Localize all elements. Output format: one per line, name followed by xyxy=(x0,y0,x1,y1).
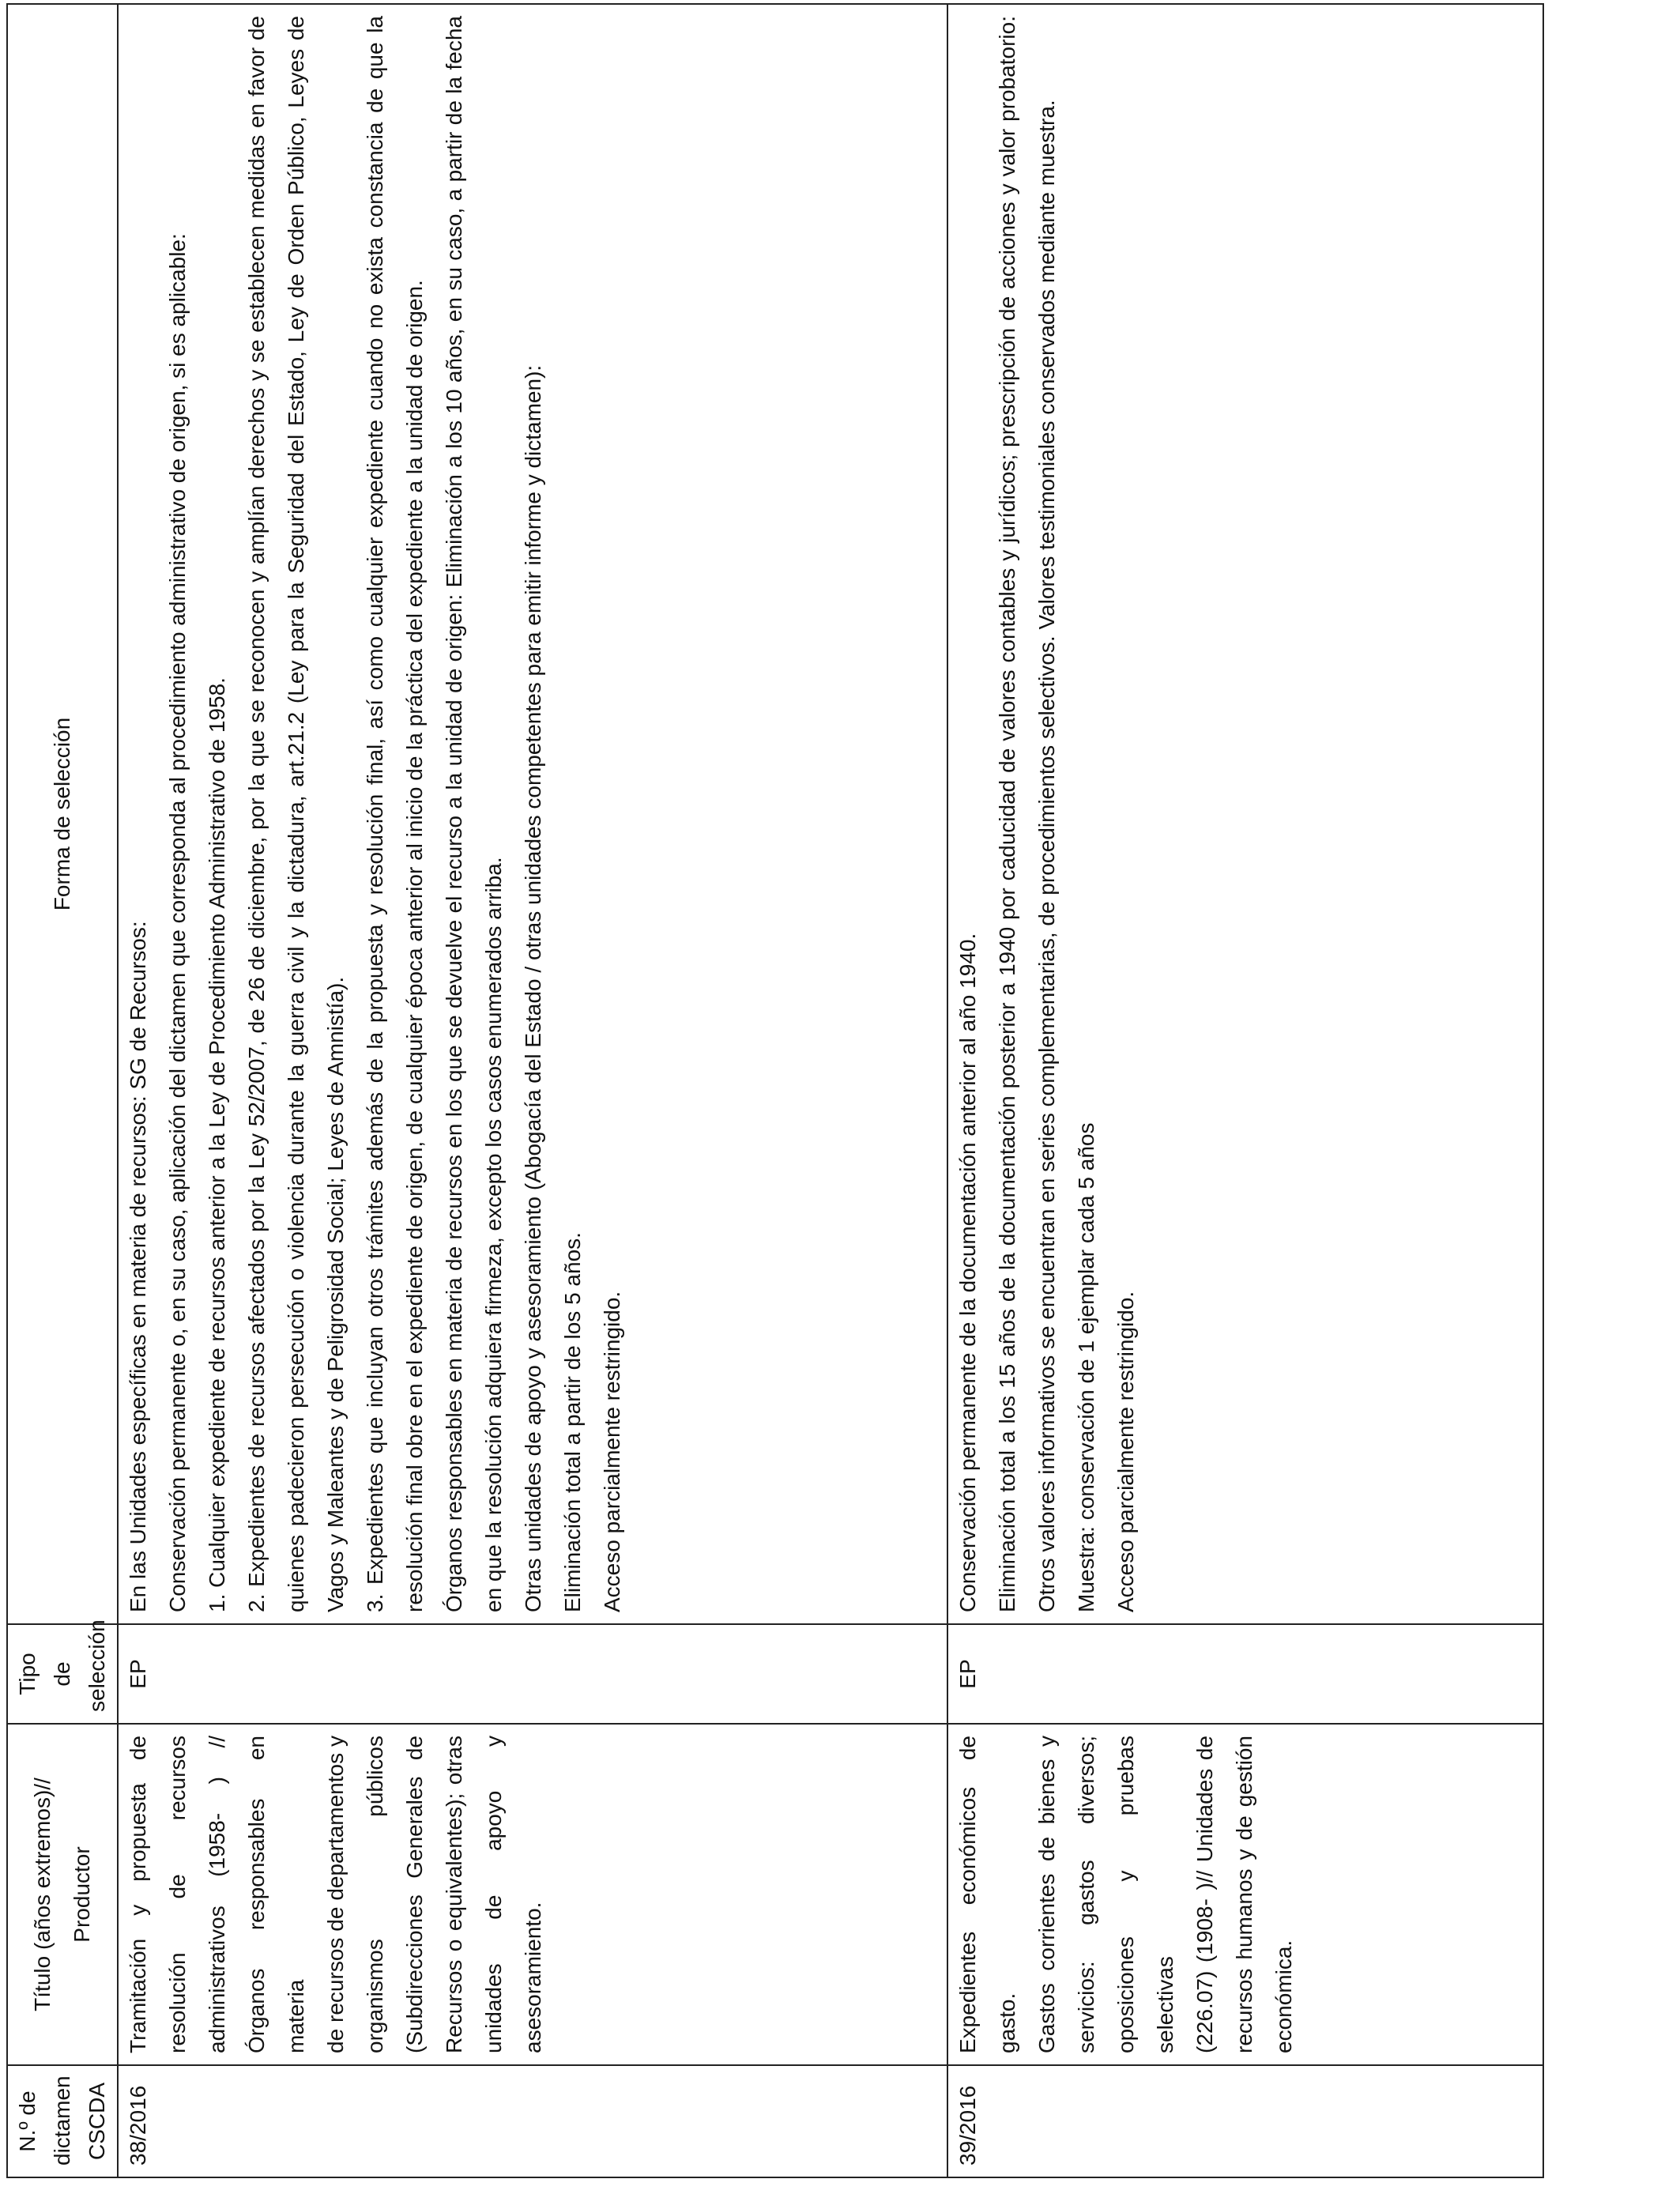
forma-paragraph: Conservación permanente de la documentación anterior al año 1940. xyxy=(955,933,980,1612)
titulo-line: Tramitación y propuesta de xyxy=(126,1736,150,2053)
titulo-line: de recursos de departamentos y xyxy=(323,1736,348,2053)
header-titulo: Título (años extremos)// Productor xyxy=(7,1724,118,2065)
table-row xyxy=(118,4,947,2177)
titulo-line: (Subdirecciones Generales de xyxy=(402,1736,427,2053)
forma-paragraph: Órganos responsables en materia de recursos en los que se devuelve el recurso a la unidad de origen: Eliminación a los 10 años, en su caso, a partir de la fecha en que la resolución adquiera firmeza, excepto los casos enumerados arriba. xyxy=(442,16,506,1612)
titulo-line: Gastos corrientes de bienes y xyxy=(1034,1736,1059,2053)
titulo-line: Expedientes económicos de gasto. xyxy=(955,1736,1019,2053)
row-forma xyxy=(118,4,947,1624)
titulo-line: oposiciones y pruebas selectivas xyxy=(1113,1736,1177,2053)
titulo-line: económica. xyxy=(1271,1940,1296,2053)
titulo-line: unidades de apoyo y xyxy=(481,1736,506,2053)
forma-paragraph: Acceso parcialmente restringido. xyxy=(1113,1291,1138,1612)
header-forma: Forma de selección xyxy=(7,4,118,1624)
row-num: 39/2016 xyxy=(947,2065,1543,2177)
forma-paragraph: 1. Cualquier expediente de recursos anterior a la Ley de Procedimiento Administrativo de 1958. xyxy=(205,677,229,1612)
forma-paragraph: Acceso parcialmente restringido. xyxy=(600,1291,624,1612)
titulo-line: Recursos o equivalentes); otras xyxy=(442,1736,466,2053)
row-tipo: EP xyxy=(947,1624,1543,1724)
forma-paragraph: 3. Expedientes que incluyan otros trámites además de la propuesta y resolución final, así como cualquier expediente cuando no exista constancia de que la resolución final obre en el expediente de origen, de cualquier época anterior al inicio de la práctica del expediente a la unidad de origen. xyxy=(363,16,427,1612)
forma-paragraph: Eliminación total a los 15 años de la documentación posterior a 1940 por caducidad de valores contables y jurídicos; prescripción de acciones y valor probatorio: Otros valores informativos se encuentran en series complementarias, de procedimientos selectivos. Valores testimoniales conservados mediante muestra. xyxy=(995,16,1059,1612)
header-num xyxy=(7,2065,118,2177)
row-titulo xyxy=(947,1724,1543,2065)
row-num: 38/2016 xyxy=(118,2065,947,2177)
header-num-line: N.º de xyxy=(15,2090,40,2152)
titulo-line: resolución de recursos xyxy=(165,1736,190,2053)
forma-paragraph: Muestra: conservación de 1 ejemplar cada 5 años xyxy=(1074,1122,1098,1612)
titulo-line: asesoramiento. xyxy=(521,1902,545,2053)
titulo-line: Órganos responsables en materia xyxy=(244,1736,308,2053)
table-row xyxy=(947,4,1543,2177)
header-tipo-line: Tipo xyxy=(15,1653,40,1695)
titulo-line: servicios: gastos diversos; xyxy=(1074,1736,1098,2053)
dictamen-table xyxy=(6,3,1544,2178)
row-titulo xyxy=(118,1724,947,2065)
table-header-row xyxy=(7,4,118,2177)
titulo-line: (226.07) (1908- )// Unidades de xyxy=(1192,1736,1217,2053)
titulo-line: recursos humanos y de gestión xyxy=(1232,1736,1256,2053)
forma-paragraph: En las Unidades específicas en materia de recursos: SG de Recursos: xyxy=(126,921,150,1612)
forma-paragraph: 2. Expedientes de recursos afectados por la Ley 52/2007, de 26 de diciembre, por la que se reconocen y amplían derechos y se establecen medidas en favor de quienes padecieron persecución o violencia durante la guerra civil y la dictadura, art.21.2 (Ley para la Seguridad del Estado, Ley de Orden Público, Leyes de Vagos y Maleantes y de Peligrosidad Social; Leyes de Amnistía). xyxy=(244,16,348,1612)
header-tipo-line: de xyxy=(50,1661,74,1687)
titulo-line: organismos públicos xyxy=(363,1736,387,2053)
header-num-line: dictamen xyxy=(50,2075,74,2166)
header-tipo-line: selección xyxy=(85,1619,109,1712)
header-tipo xyxy=(7,1619,118,1724)
header-num-line: CSCDA xyxy=(85,2083,109,2161)
row-forma xyxy=(947,4,1543,1624)
forma-paragraph: Otras unidades de apoyo y asesoramiento (Abogacía del Estado / otras unidades competentes para emitir informe y dictamen): xyxy=(521,364,545,1612)
row-tipo: EP xyxy=(118,1624,947,1724)
forma-paragraph: Eliminación total a partir de los 5 años. xyxy=(560,1232,585,1612)
forma-paragraph: Conservación permanente o, en su caso, aplicación del dictamen que corresponda al procedimiento administrativo de origen, si es aplicable: xyxy=(165,233,190,1612)
titulo-line: administrativos (1958- ) // xyxy=(205,1736,229,2053)
